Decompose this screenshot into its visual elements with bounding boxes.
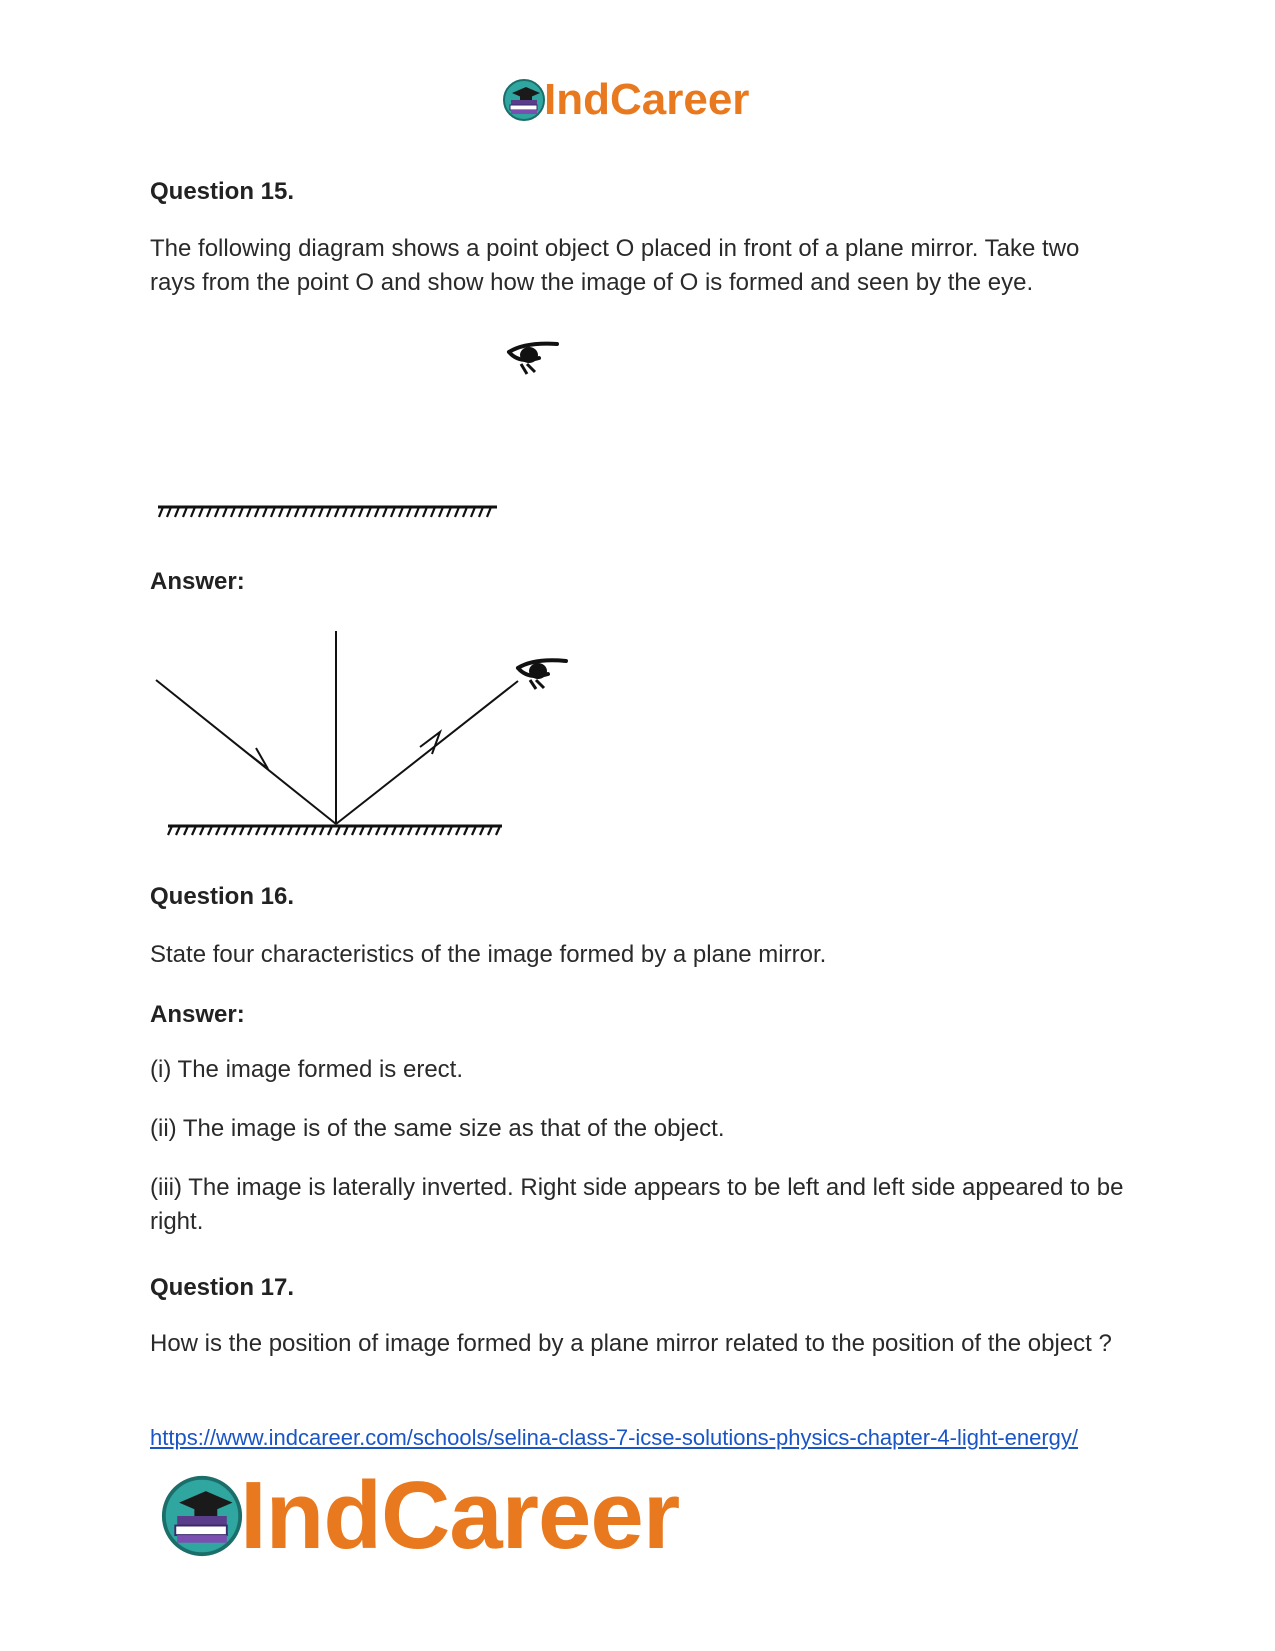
question-17-title: Question 17. xyxy=(150,1274,295,1301)
footer-logo-globe-icon xyxy=(160,1474,244,1558)
logo-globe-icon xyxy=(502,78,546,122)
question-17-text: How is the position of image formed by a plane mirror related to the position of the object ? xyxy=(150,1330,1112,1357)
footer-logo-text: IndCareer xyxy=(240,1462,680,1569)
eye-icon xyxy=(505,338,565,378)
logo-text: IndCareer xyxy=(544,75,750,124)
reflected-ray xyxy=(336,681,518,824)
incident-ray xyxy=(156,680,336,824)
plane-mirror xyxy=(155,504,500,522)
header-logo xyxy=(502,75,750,124)
question-15-title: Question 15. xyxy=(150,178,295,205)
answer-eye-icon xyxy=(518,660,566,689)
answer-point-3: (iii) The image is laterally inverted. Right side appears to be left and left side appeared to be right. xyxy=(150,1174,1124,1235)
question-15-answer-label: Answer: xyxy=(150,568,245,595)
answer-point-2: (ii) The image is of the same size as that of the object. xyxy=(150,1115,725,1142)
answer-point-1: (i) The image formed is erect. xyxy=(150,1056,463,1083)
reflection-diagram xyxy=(150,628,580,838)
question-15-text: The following diagram shows a point object O placed in front of a plane mirror. Take two rays from the point O and show how the image of O is formed and seen by the eye. xyxy=(150,235,1080,296)
question-16-answer-label: Answer: xyxy=(150,1001,245,1028)
question-16-title: Question 16. xyxy=(150,883,295,910)
footer-logo xyxy=(160,1462,680,1569)
source-link[interactable]: https://www.indcareer.com/schools/selina-class-7-icse-solutions-physics-chapter-4-light-energy/ xyxy=(150,1425,1079,1450)
question-16-text: State four characteristics of the image formed by a plane mirror. xyxy=(150,941,827,968)
